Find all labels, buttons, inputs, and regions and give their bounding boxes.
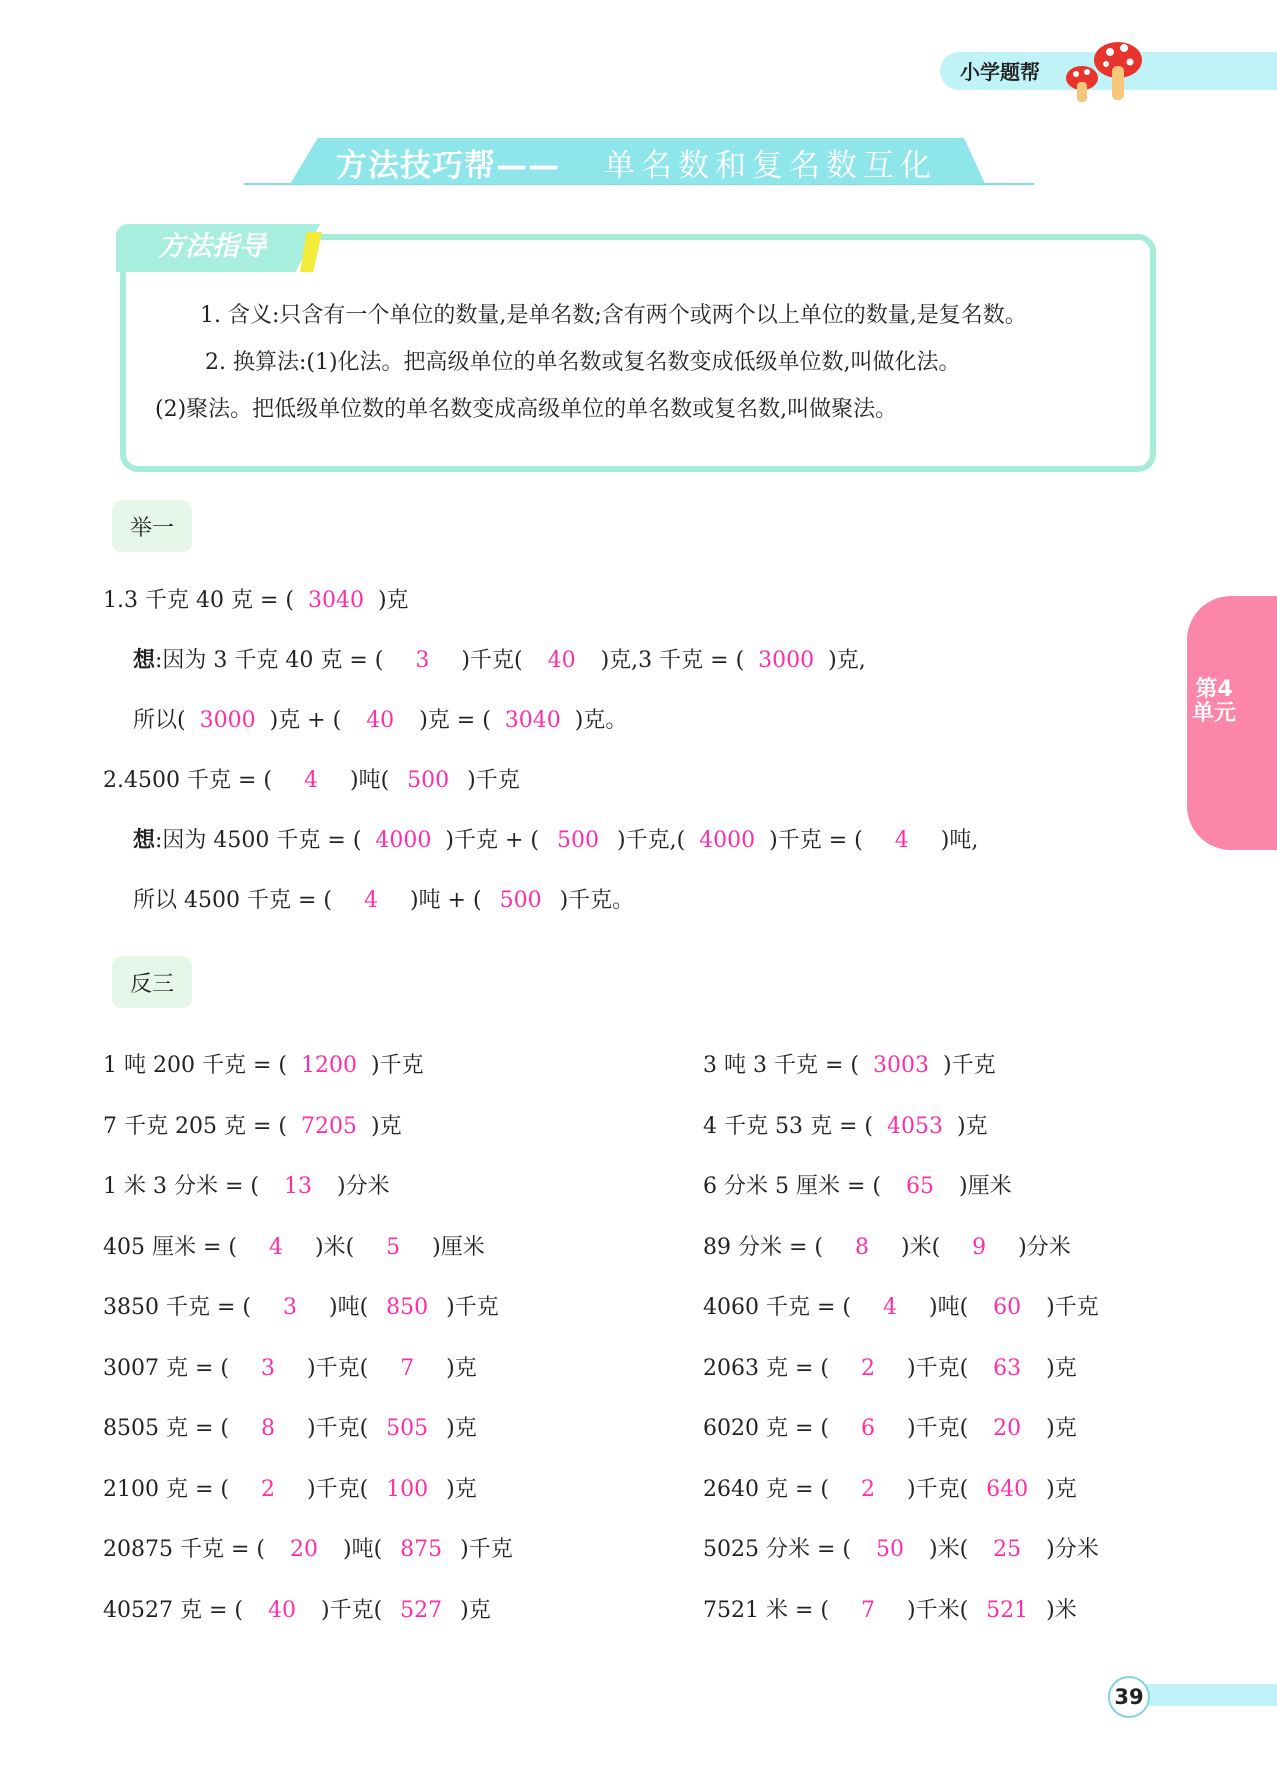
practice-line-left xyxy=(103,1593,491,1624)
equation-text: )千克 xyxy=(370,1053,424,1078)
practice-line-left xyxy=(103,1290,499,1321)
equation-text: )克。 xyxy=(574,708,628,733)
equation-text: 20875 千克 = ( xyxy=(103,1537,265,1562)
equation-text: )千克 xyxy=(942,1053,996,1078)
equation-text: )分米 xyxy=(1018,1234,1071,1260)
answer-value: 9 xyxy=(972,1234,987,1260)
answer-value: 527 xyxy=(400,1597,443,1623)
answer-value: 2 xyxy=(261,1476,275,1502)
answer-value: 50 xyxy=(876,1537,904,1562)
equation-text: )千克 xyxy=(446,1295,499,1320)
equation-text: )吨( xyxy=(349,768,390,793)
equation-text: )千克( xyxy=(907,1476,969,1502)
answer-value: 521 xyxy=(986,1597,1029,1623)
equation-text: )克 xyxy=(1046,1355,1077,1381)
answer-value: 8 xyxy=(261,1416,275,1441)
answer-value: 3040 xyxy=(307,588,364,613)
equation-text: )千克( xyxy=(907,1355,969,1381)
answer-value: 7205 xyxy=(300,1113,357,1139)
equation-text: )吨( xyxy=(929,1295,969,1320)
answer-value: 40 xyxy=(366,708,395,733)
equation-text: )米 xyxy=(1046,1597,1077,1623)
answer-value: 500 xyxy=(407,768,450,793)
practice-line-right xyxy=(703,1230,1071,1261)
equation-text: 7521 米 = ( xyxy=(703,1597,829,1623)
equation-text: )千克,( xyxy=(617,828,686,853)
equation-text: )克 = ( xyxy=(419,708,491,733)
equation-text: )克 xyxy=(446,1476,477,1502)
example-line xyxy=(103,583,409,614)
example-line xyxy=(133,643,866,674)
answer-value: 6 xyxy=(861,1416,875,1441)
practice-line-left xyxy=(103,1169,390,1200)
mushroom-icon xyxy=(1060,36,1150,106)
equation-text: )千克( xyxy=(307,1476,369,1502)
equation-text: )分米 xyxy=(336,1174,390,1199)
method-line-3: (2)聚法。把低级单位数的单名数变成高级单位的单名数或复名数,叫做聚法。 xyxy=(155,397,898,422)
practice-line-left xyxy=(103,1472,477,1503)
equation-text: )千克。 xyxy=(559,888,635,913)
answer-value: 40 xyxy=(267,1597,296,1623)
equation-text: )克 xyxy=(1046,1416,1077,1441)
answer-value: 3 xyxy=(261,1355,275,1381)
answer-value: 500 xyxy=(499,888,542,913)
equation-text: )分米 xyxy=(1046,1537,1099,1562)
answer-value: 1200 xyxy=(300,1053,357,1078)
answer-value: 3 xyxy=(283,1295,297,1320)
equation-text: )克 xyxy=(460,1597,491,1623)
equation-text: 40527 克 = ( xyxy=(103,1597,243,1623)
answer-value: 40 xyxy=(547,648,576,673)
equation-text: 1.3 千克 40 克 = ( xyxy=(103,588,294,613)
equation-text: )厘米 xyxy=(958,1174,1012,1199)
answer-value: 640 xyxy=(986,1476,1029,1502)
think-label: 想 xyxy=(133,827,156,853)
equation-text: )吨 + ( xyxy=(409,888,482,913)
practice-line-left xyxy=(103,1230,485,1261)
equation-text: )千米( xyxy=(907,1597,969,1623)
equation-text: 89 分米 = ( xyxy=(703,1234,823,1260)
equation-text: 所以( xyxy=(133,708,186,733)
footer-banner xyxy=(1130,1684,1277,1706)
answer-value: 4 xyxy=(269,1234,283,1260)
equation-text: 6020 克 = ( xyxy=(703,1416,829,1441)
equation-text: 7 千克 205 克 = ( xyxy=(103,1113,287,1139)
example-line xyxy=(133,703,627,734)
equation-text: 8505 克 = ( xyxy=(103,1416,229,1441)
answer-value: 505 xyxy=(386,1416,429,1441)
equation-text: 6 分米 5 厘米 = ( xyxy=(703,1174,881,1199)
answer-value: 20 xyxy=(993,1416,1022,1441)
equation-text: 2063 克 = ( xyxy=(703,1355,829,1381)
answer-value: 7 xyxy=(400,1355,415,1381)
equation-text: )厘米 xyxy=(432,1234,485,1260)
equation-text: )克 xyxy=(377,588,409,613)
practice-line-right xyxy=(703,1532,1099,1563)
answer-value: 3040 xyxy=(504,708,561,733)
equation-text: 3850 千克 = ( xyxy=(103,1295,251,1320)
answer-value: 4053 xyxy=(886,1113,943,1139)
answer-value: 4000 xyxy=(699,828,756,853)
equation-text: )米( xyxy=(315,1234,355,1260)
equation-text: 405 厘米 = ( xyxy=(103,1234,237,1260)
practice-tag: 反三 xyxy=(112,956,192,1008)
equation-text: 2.4500 千克 = ( xyxy=(103,768,272,793)
practice-line-left xyxy=(103,1048,424,1079)
equation-text: )千克( xyxy=(307,1416,369,1441)
equation-text: )克 xyxy=(446,1355,477,1381)
practice-line-left xyxy=(103,1109,402,1140)
answer-value: 8 xyxy=(855,1234,869,1260)
example-line xyxy=(133,823,978,854)
equation-text: :因为 4500 千克 = ( xyxy=(155,828,362,853)
equation-text: )吨, xyxy=(940,828,979,853)
method-line-2: 2. 换算法:(1)化法。把高级单位的单名数或复名数变成低级单位数,叫做化法。 xyxy=(205,350,961,375)
equation-text: )千克( xyxy=(461,648,523,673)
equation-text: )克, xyxy=(828,648,866,673)
equation-text: )克 xyxy=(1046,1476,1077,1502)
page-number: 39 xyxy=(1108,1676,1150,1718)
equation-text: )克 xyxy=(446,1416,477,1441)
example-tag: 举一 xyxy=(112,500,192,552)
equation-text: )千克 xyxy=(1046,1295,1099,1320)
equation-text: )千克 xyxy=(467,768,520,793)
example-line xyxy=(103,763,520,794)
practice-line-right xyxy=(703,1290,1099,1321)
answer-value: 4 xyxy=(303,768,318,793)
practice-line-left xyxy=(103,1532,513,1563)
equation-text: )米( xyxy=(929,1537,969,1562)
equation-text: 5025 分米 = ( xyxy=(703,1537,851,1562)
method-guide-label: 方法指导 xyxy=(158,231,266,262)
think-label: 想 xyxy=(133,647,156,673)
practice-line-right xyxy=(703,1472,1077,1503)
method-line-1: 1. 含义:只含有一个单位的数量,是单名数;含有两个或两个以上单位的数量,是复名数。 xyxy=(200,303,1027,328)
answer-value: 4 xyxy=(363,888,378,913)
equation-text: 2100 克 = ( xyxy=(103,1476,229,1502)
answer-value: 4000 xyxy=(375,828,432,853)
equation-text: )吨( xyxy=(342,1537,383,1562)
answer-value: 4 xyxy=(883,1295,897,1320)
answer-value: 60 xyxy=(993,1295,1022,1320)
equation-text: 1 吨 200 千克 = ( xyxy=(103,1053,287,1078)
equation-text: 所以 4500 千克 = ( xyxy=(133,888,332,913)
answer-value: 25 xyxy=(993,1537,1022,1562)
practice-line-right xyxy=(703,1169,1012,1200)
answer-value: 5 xyxy=(386,1234,401,1260)
equation-text: 3007 克 = ( xyxy=(103,1355,229,1381)
practice-line-right xyxy=(703,1593,1077,1624)
practice-line-left xyxy=(103,1351,477,1382)
equation-text: 4 千克 53 克 = ( xyxy=(703,1113,873,1139)
answer-value: 20 xyxy=(289,1537,318,1562)
equation-text: )米( xyxy=(901,1234,941,1260)
equation-text: )克 xyxy=(956,1113,988,1139)
practice-line-right xyxy=(703,1351,1077,1382)
practice-line-right xyxy=(703,1411,1077,1442)
example-line xyxy=(133,883,634,914)
equation-text: )千克 xyxy=(460,1537,513,1562)
answer-value: 65 xyxy=(905,1174,934,1199)
answer-value: 850 xyxy=(386,1295,429,1320)
equation-text: )吨( xyxy=(329,1295,369,1320)
equation-text: :因为 3 千克 40 克 = ( xyxy=(155,648,384,673)
equation-text: )千克 = ( xyxy=(769,828,863,853)
equation-text: )克 + ( xyxy=(269,708,342,733)
unit-label: 第4单元 xyxy=(1191,677,1236,726)
equation-text: )千克( xyxy=(307,1355,369,1381)
equation-text: 1 米 3 分米 = ( xyxy=(103,1174,259,1199)
answer-value: 2 xyxy=(861,1355,875,1381)
page-subtitle: 单名数和复名数互化 xyxy=(604,148,937,184)
equation-text: )克 xyxy=(370,1113,402,1139)
answer-value: 875 xyxy=(400,1537,443,1562)
series-label: 小学题帮 xyxy=(960,60,1040,84)
equation-text: 2640 克 = ( xyxy=(703,1476,829,1502)
answer-value: 500 xyxy=(557,828,599,853)
answer-value: 2 xyxy=(861,1476,875,1502)
answer-value: 7 xyxy=(861,1597,875,1623)
page-title: 方法技巧帮—— xyxy=(336,148,560,184)
practice-line-left xyxy=(103,1411,477,1442)
equation-text: 3 吨 3 千克 = ( xyxy=(703,1053,859,1078)
answer-value: 3 xyxy=(415,648,430,673)
answer-value: 3000 xyxy=(758,648,815,673)
answer-value: 3000 xyxy=(199,708,256,733)
answer-value: 4 xyxy=(894,828,909,853)
answer-value: 100 xyxy=(386,1476,429,1502)
answer-value: 13 xyxy=(283,1174,312,1199)
equation-text: )千克( xyxy=(907,1416,969,1441)
equation-text: 4060 千克 = ( xyxy=(703,1295,851,1320)
equation-text: )千克 + ( xyxy=(445,828,539,853)
practice-line-right xyxy=(703,1048,996,1079)
equation-text: )千克( xyxy=(320,1597,383,1623)
answer-value: 3003 xyxy=(872,1053,929,1078)
practice-line-right xyxy=(703,1109,988,1140)
equation-text: )克,3 千克 = ( xyxy=(600,648,745,673)
answer-value: 63 xyxy=(993,1355,1022,1381)
